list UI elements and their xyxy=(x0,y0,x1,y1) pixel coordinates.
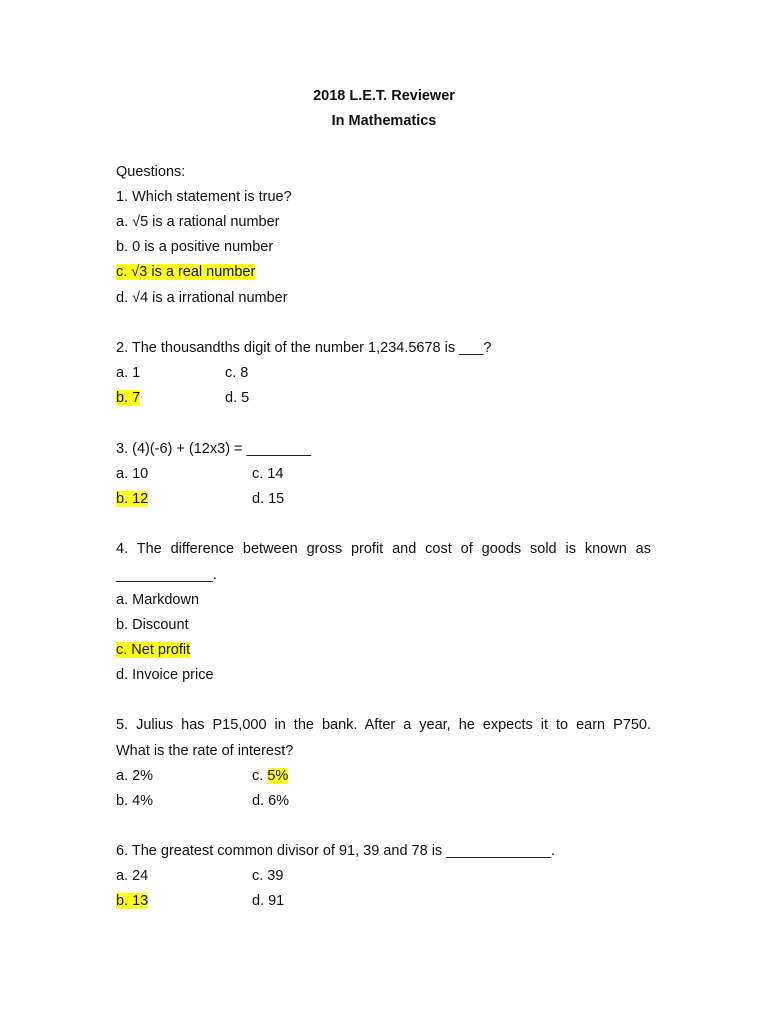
option-letter: c. xyxy=(252,768,268,784)
question-5-option-d: d. 6% xyxy=(252,793,290,809)
question-1-option-a: a. √5 is a rational number xyxy=(116,214,280,230)
question-2-option-c: c. 8 xyxy=(225,365,249,381)
question-4-option-a: a. Markdown xyxy=(116,592,200,608)
question-2-option-a: a. 1 xyxy=(116,365,141,381)
highlighted-answer: b. 12 xyxy=(116,491,149,507)
question-6-option-c: c. 39 xyxy=(252,868,284,884)
question-3-option-c: c. 14 xyxy=(252,466,284,482)
question-3-option-b xyxy=(116,490,148,508)
question-2-option-d: d. 5 xyxy=(225,390,250,406)
question-5-text-line-1: 5. Julius has P15,000 in the bank. After a year, he expects it to earn P750. xyxy=(116,717,651,733)
highlighted-answer: 5% xyxy=(267,768,289,784)
document-title: 2018 L.E.T. Reviewer xyxy=(313,88,455,104)
highlighted-answer: c. √3 is a real number xyxy=(116,264,256,280)
highlighted-answer: b. 7 xyxy=(116,390,141,406)
highlighted-answer: c. Net profit xyxy=(116,642,191,658)
question-5-option-b: b. 4% xyxy=(116,793,154,809)
highlighted-answer: b. 13 xyxy=(116,893,149,909)
question-5-option-a: a. 2% xyxy=(116,768,154,784)
question-3-text: 3. (4)(-6) + (12x3) = ________ xyxy=(116,441,312,457)
question-3-option-a: a. 10 xyxy=(116,466,149,482)
question-1-text: 1. Which statement is true? xyxy=(116,189,292,205)
question-6-text: 6. The greatest common divisor of 91, 39 and 78 is _____________. xyxy=(116,843,556,859)
question-4-option-b: b. Discount xyxy=(116,617,189,633)
question-5-text-line-2: What is the rate of interest? xyxy=(116,743,294,759)
question-1-option-b: b. 0 is a positive number xyxy=(116,239,274,255)
question-2-text: 2. The thousandths digit of the number 1,234.5678 is ___? xyxy=(116,340,492,356)
question-4-text-line-2: ____________. xyxy=(116,567,217,583)
question-4-option-c xyxy=(116,641,190,659)
question-1-option-d: d. √4 is a irrational number xyxy=(116,290,288,306)
question-6-option-d: d. 91 xyxy=(252,893,285,909)
questions-label: Questions: xyxy=(116,164,186,180)
question-4-text-line-1: 4. The difference between gross profit and cost of goods sold is known as xyxy=(116,541,651,557)
question-1-option-c xyxy=(116,263,255,281)
question-6-option-a: a. 24 xyxy=(116,868,149,884)
question-2-option-b xyxy=(116,389,140,407)
question-3-option-d: d. 15 xyxy=(252,491,285,507)
question-5-option-c xyxy=(252,767,288,785)
question-4-option-d: d. Invoice price xyxy=(116,667,214,683)
question-6-option-b xyxy=(116,892,148,910)
document-subtitle: In Mathematics xyxy=(331,113,437,129)
